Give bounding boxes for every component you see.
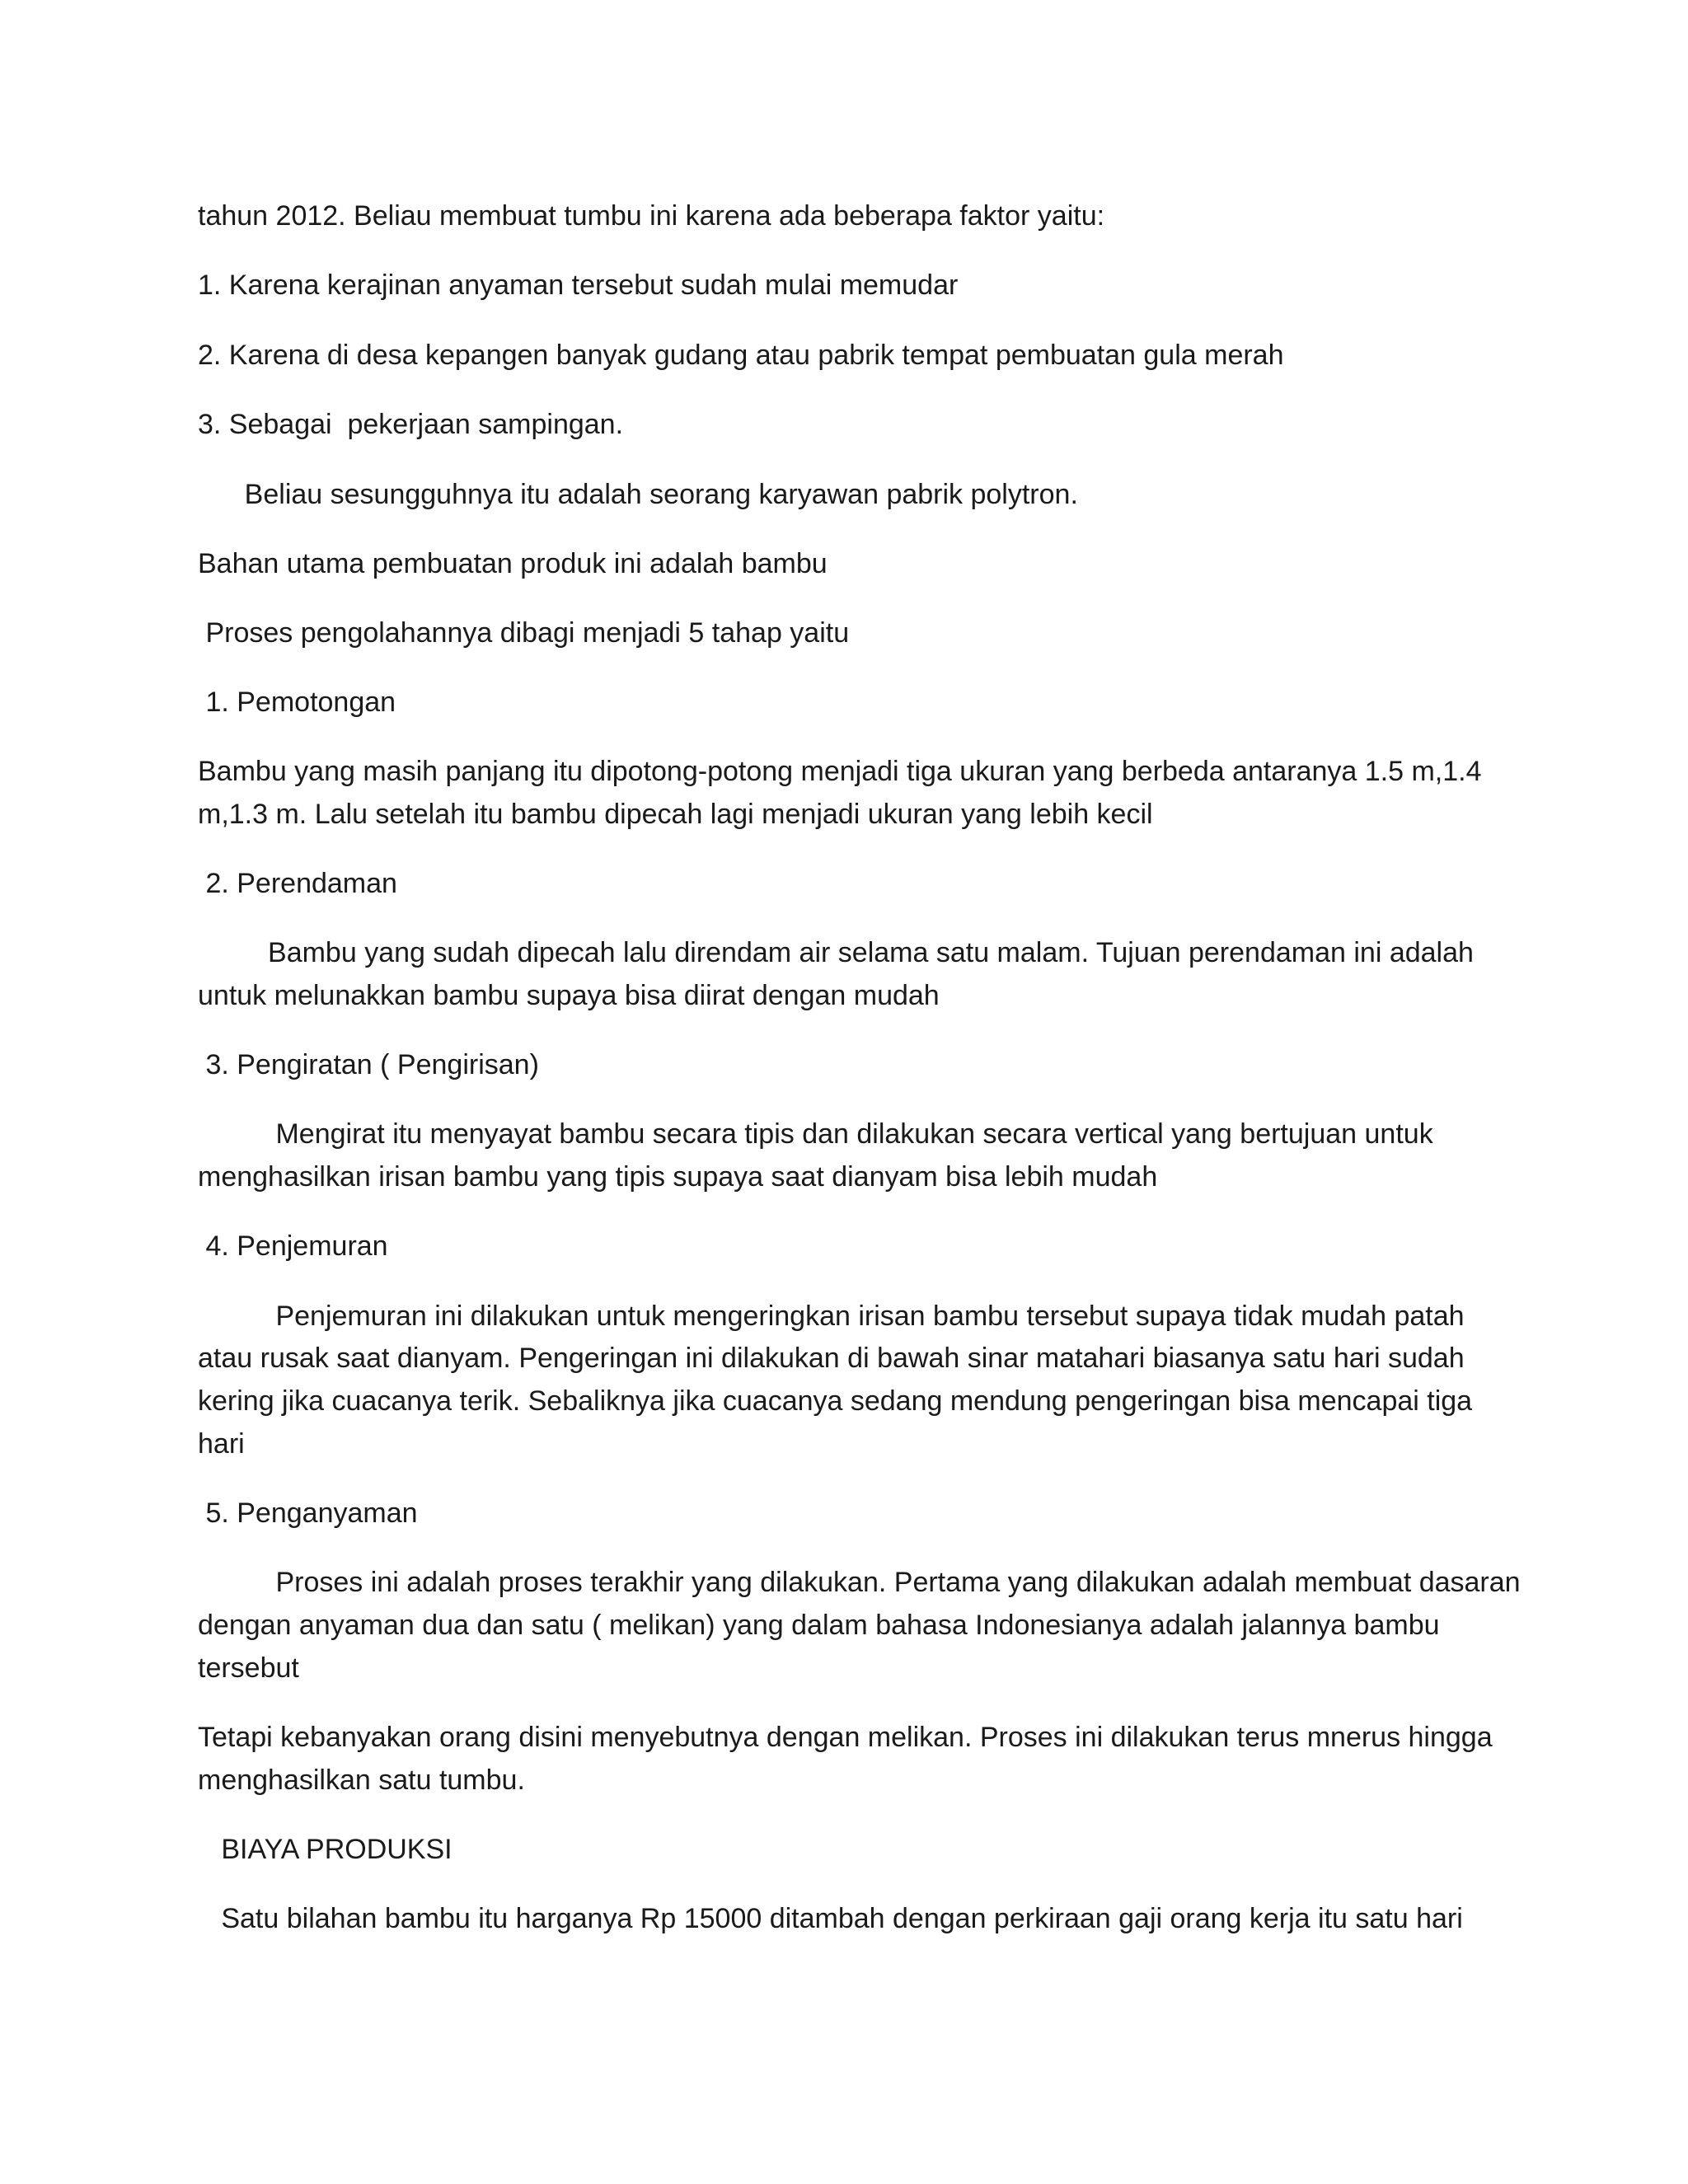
text-line: Penjemuran ini dilakukan untuk mengeringkan irisan bambu tersebut supaya tidak mudah patah [198, 1301, 1465, 1332]
text-line: Satu bilahan bambu itu harganya Rp 15000 ditambah dengan perkiraan gaji orang kerja itu satu hari [198, 1903, 1463, 1934]
step-heading: 2. Perendaman [198, 868, 397, 899]
step-heading: 3. Pengiratan ( Pengirisan) [198, 1049, 539, 1080]
text-line: tahun 2012. Beliau membuat tumbu ini karena ada beberapa faktor yaitu: [198, 200, 1105, 232]
text-line: Mengirat itu menyayat bambu secara tipis dan dilakukan secara vertical yang bertujuan untuk [198, 1118, 1433, 1150]
text-line: untuk melunakkan bambu supaya bisa diirat dengan mudah [198, 980, 940, 1011]
text-line: dengan anyaman dua dan satu ( melikan) yang dalam bahasa Indonesianya adalah jalannya bambu [198, 1610, 1440, 1641]
text-line: Bahan utama pembuatan produk ini adalah bambu [198, 548, 828, 579]
text-line: hari [198, 1428, 245, 1460]
step-heading: 4. Penjemuran [198, 1230, 388, 1262]
step-heading: 1. Pemotongan [198, 687, 396, 718]
text-line: Bambu yang masih panjang itu dipotong-potong menjadi tiga ukuran yang berbeda antaranya 1.5 m,1.4 [198, 756, 1482, 787]
text-line: atau rusak saat dianyam. Pengeringan ini dilakukan di bawah sinar matahari biasanya satu hari sudah [198, 1343, 1465, 1374]
text-line: menghasilkan satu tumbu. [198, 1765, 525, 1796]
text-line: tersebut [198, 1652, 299, 1684]
text-line: kering jika cuacanya terik. Sebaliknya jika cuacanya sedang mendung pengeringan bisa mencapai tiga [198, 1385, 1473, 1417]
list-item: 1. Karena kerajinan anyaman tersebut sudah mulai memudar [198, 269, 959, 301]
list-item: 3. Sebagai pekerjaan sampingan. [198, 409, 624, 440]
section-heading: BIAYA PRODUKSI [198, 1834, 452, 1865]
text-line: Proses ini adalah proses terakhir yang dilakukan. Pertama yang dilakukan adalah membuat dasaran [198, 1567, 1521, 1598]
text-line: Bambu yang sudah dipecah lalu direndam air selama satu malam. Tujuan perendaman ini adalah [198, 937, 1474, 968]
text-line: m,1.3 m. Lalu setelah itu bambu dipecah lagi menjadi ukuran yang lebih kecil [198, 799, 1153, 830]
list-item: 2. Karena di desa kepangen banyak gudang atau pabrik tempat pembuatan gula merah [198, 340, 1284, 371]
text-line: Beliau sesungguhnya itu adalah seorang karyawan pabrik polytron. [198, 479, 1078, 510]
text-line: Proses pengolahannya dibagi menjadi 5 tahap yaitu [198, 617, 850, 649]
text-line: Tetapi kebanyakan orang disini menyebutnya dengan melikan. Proses ini dilakukan terus mnerus hingga [198, 1722, 1493, 1753]
step-heading: 5. Penganyaman [198, 1497, 418, 1529]
text-line: menghasilkan irisan bambu yang tipis supaya saat dianyam bisa lebih mudah [198, 1161, 1158, 1193]
